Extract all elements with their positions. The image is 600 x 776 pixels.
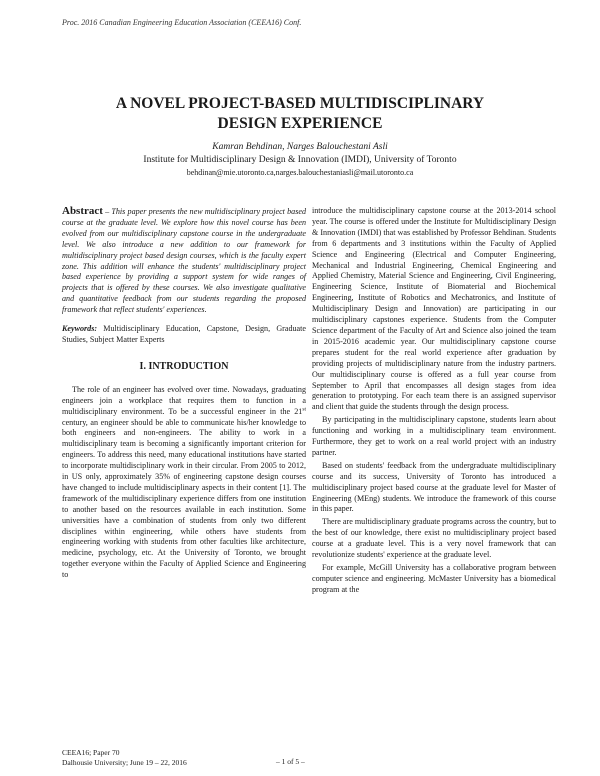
running-head: Proc. 2016 Canadian Engineering Education Association (CEEA16) Conf. <box>62 18 302 27</box>
section-heading-introduction: I. INTRODUCTION <box>139 360 229 372</box>
affiliation: Institute for Multidisciplinary Design & Innovation (IMDI), University of Toronto <box>143 155 457 165</box>
right-paragraph-5: For example, McGill University has a collaborative program between computer science and engineering. McMaster University has a biomedical program at the <box>312 563 556 594</box>
title-line-2: DESIGN EXPERIENCE <box>217 115 383 132</box>
footer-info <box>62 748 187 767</box>
page-number: – 1 of 5 – <box>276 757 305 766</box>
abstract <box>62 206 306 316</box>
paper-title <box>60 94 540 134</box>
footer-venue: Dalhousie University; June 19 – 22, 2016 <box>62 757 187 767</box>
footer-paper-id: CEEA16; Paper 70 <box>62 748 120 757</box>
keywords <box>62 324 306 346</box>
keywords-text: Multidisciplinary Education, Capstone, Design, Graduate Studies, Subject Matter Experts <box>62 324 306 344</box>
intro-text-a: The role of an engineer has evolved over time. Nowadays, graduating engineers join a workplace that requires them to function in a multidisciplinary environment. To be a successful engineer in the 21 <box>62 384 306 416</box>
right-paragraph-1: introduce the multidisciplinary capstone course at the 2013-2014 school year. The course is offered under the Institute for Multidisciplinary Design & Innovation (IMDI) that was established by Professor Behdinan. Students from 6 departments and 3 institutions within the Faculty of Applied Science and Engineering (Electrical and Computer Engineering, Mechanical and Industrial Engineering, Chemical Engineering and Applied Chemistry, Material Science and Engineering, Civil Engineering, Engineering Science, Institute of Biomaterial and Biochemical Engineering, Institute of Robotics and Mechatronics, and Institute of Multidisciplinary Design and Innovation) are participating in our multidisciplinary capstones experience. Students from the Computer Science department of the Faculty of Art and Science also joined the team in 2015-2016 academic year. Our multidisciplinary capstone course prepares student for the real world experience after graduation by providing projects of multidisciplinary nature from the industry partners. Our multidisciplinary course is offered as a full year course from September to April that encompasses all design stages from idea generation to prototyping. For each team there is an assigned supervisor and client that guide the students through the design process. <box>312 206 556 412</box>
right-paragraph-2: By participating in the multidisciplinary capstone, students learn about functioning and working in a multidisciplinary team environment. Furthermore, they get to work on a real world project with an industry partner. <box>312 415 556 457</box>
abstract-heading: Abstract <box>62 205 103 217</box>
abstract-dash: – <box>102 207 112 216</box>
intro-paragraph-1 <box>62 385 306 581</box>
title-line-1: A NOVEL PROJECT-BASED MULTIDISCIPLINARY <box>115 95 485 112</box>
right-paragraph-3: Based on students' feedback from the undergraduate multidisciplinary course and its success, University of Toronto has introduced a multidisciplinary project based course at the graduate level for Master of Engineering (MEng) students. We introduce the framework of this course in this paper. <box>312 460 556 514</box>
left-column <box>62 206 306 581</box>
authors: Kamran Behdinan, Narges Balouchestani Asli <box>212 142 388 152</box>
keywords-label: Keywords: <box>62 324 98 334</box>
intro-text-b: century, an engineer should be able to communicate his/her knowledge to both engineers and non-engineers. The ability to work in a multidisciplinary team is becoming a significantly important criterion for engineers. To address this need, many educational institutions have started to incorporate multidisciplinary work in their circular. From 2005 to 2012, in US only, approximately 35% of engineering capstone design courses have changed to include multidisciplinary aspects in their content [1]. The framework of the multidisciplinary experience differs from one institution to another based on the resources available in each institution. Some universities have a combination of students from only two different disciplines within engineering, while others have students from engineering working with students from other faculties like architecture, medicine, psychology, etc. At the University of Toronto, we brought together everyone within the Faculty of Applied Science and Engineering to <box>62 417 306 580</box>
right-paragraph-4: There are multidisciplinary graduate programs across the country, but to the best of our knowledge, there exist no multidisciplinary project based course at a graduate level. This is a very novel framework that can revolutionize students' experience at the graduate level. <box>312 517 556 560</box>
intro-superscript: st <box>302 405 306 412</box>
abstract-text: This paper presents the new multidisciplinary project based course at the graduate level. We explore how this novel course has been evolved from our multidisciplinary capstone course in the undergraduate level. We also introduce a new addition to our framework for multidisciplinary project based design courses, which is the faculty expert zone. This addition will enhance the students' multidisciplinary project based experience by providing a support system for wide ranges of projects that is offered by these courses. We also investigate qualitative and quantitative feedback from our students regarding the proposed framework that reflect students' experiences. <box>62 207 306 315</box>
author-emails: behdinan@mie.utoronto.ca,narges.balouchestaniasli@mail.utoronto.ca <box>186 168 414 177</box>
right-column <box>312 206 556 596</box>
